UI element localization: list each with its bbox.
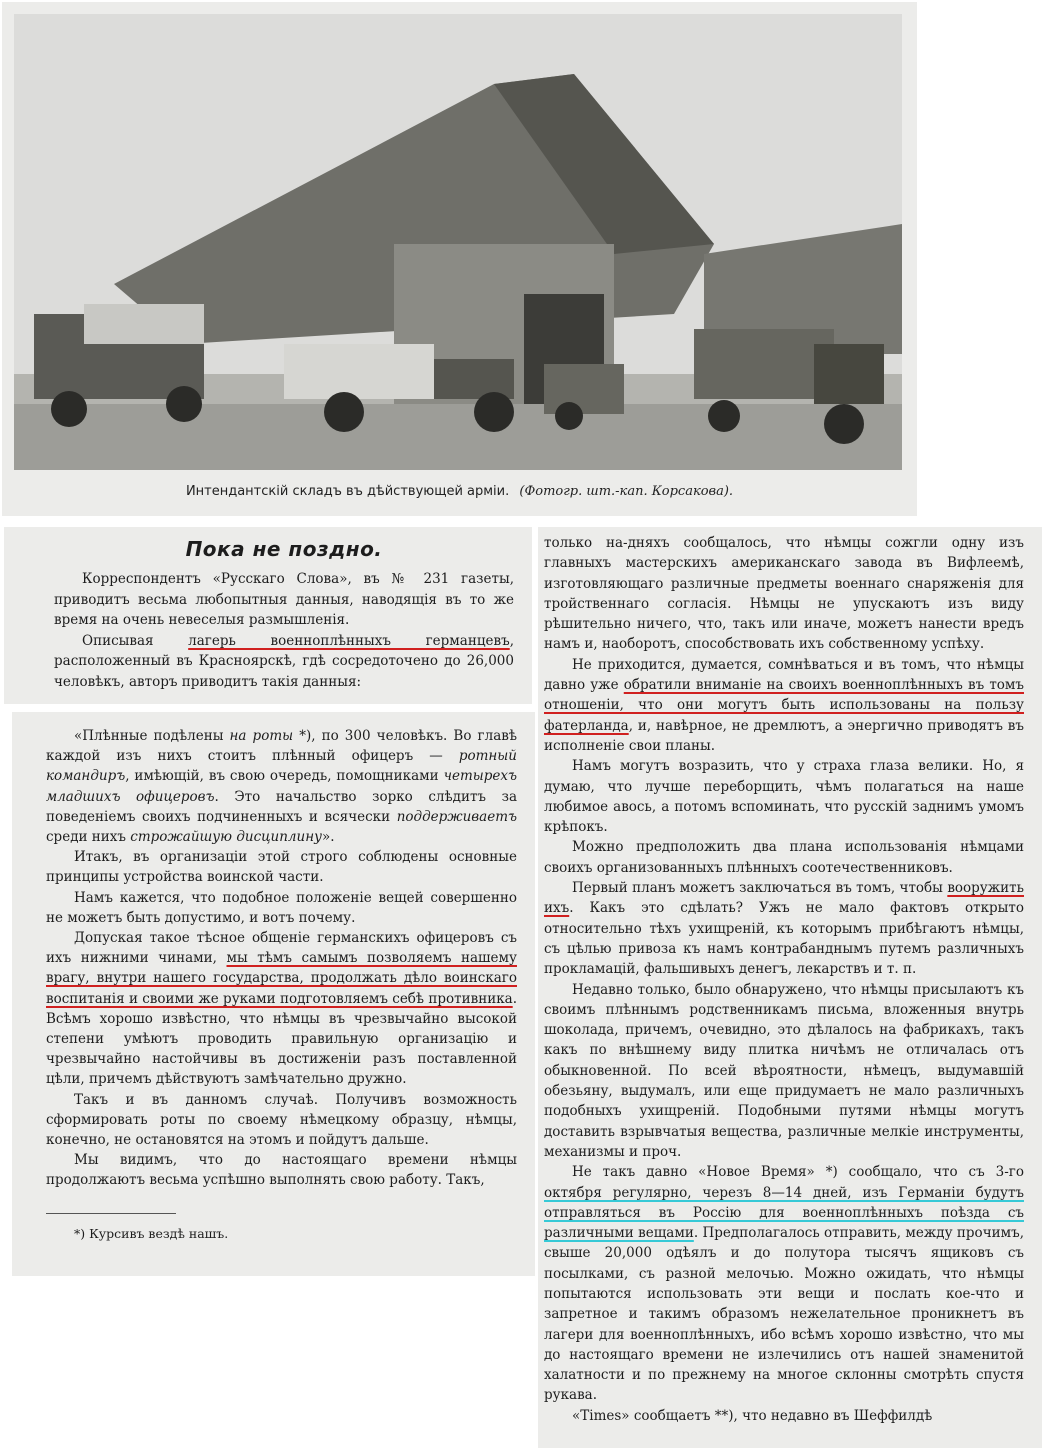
paragraph-continuation: только на-дняхъ сообщалось, что нѣмцы сожгли одну изъ главныхъ мастерскихъ американскаго завода въ Вифлеемѣ, изготовляющаго различные предметы военнаго снаряженія для тройственнаго согласія. Нѣмцы не упускаютъ изъ виду рѣшительно ничего, что, такъ или иначе, можетъ нанести вредъ намъ и, наоборотъ, способствовать ихъ собственному успѣху. xyxy=(544,535,1024,653)
article-right-column xyxy=(538,527,1042,1448)
paragraph-ne-prihoditsya: Не приходится, думается, сомнѣваться и въ томъ, что нѣмцы давно уже обратили вниманіе на своихъ военноплѣнныхъ въ томъ отношеніи, что они могутъ быть использованы на пользу фатерланда, и, навѣрное, не дремлютъ, а энергично приводятъ въ исполненіе свои планы. xyxy=(544,656,1024,754)
photo-caption xyxy=(2,484,917,499)
paragraph-tak: Такъ и въ данномъ случаѣ. Получивъ возможность сформировать роты по своему нѣмецкому образцу, нѣмцы, конечно, не остановятся на этомъ и пойдутъ дальше. xyxy=(46,1091,517,1149)
article-left-column xyxy=(12,712,535,1276)
intro-paragraph-1: Корреспондентъ «Русскаго Слова», въ № 231 газеты, приводитъ весьма любопытныя данныя, наводящія въ то же время на очень невеселыя размышленія. xyxy=(54,571,514,629)
footnote-divider xyxy=(46,1213,176,1214)
caption-credit: (Фотогр. шт.-кап. Корсакова). xyxy=(519,484,734,499)
paragraph-mozhno: Можно предположить два плана использованія нѣмцами своихъ организованныхъ плѣнныхъ соотечественниковъ. xyxy=(544,839,1024,876)
photo-panel xyxy=(2,2,917,516)
article-title: Пока не поздно. xyxy=(185,537,383,561)
red-underline-highlight: обратили вниманіе на своихъ военноплѣнныхъ въ томъ отношеніи, что они могутъ быть использованы на пользу фатерланда xyxy=(544,677,1024,734)
red-underline-highlight: вооружить ихъ xyxy=(544,880,1024,917)
article-intro-panel xyxy=(4,527,532,704)
intro-paragraph-2: Описывая лагерь военноплѣнныхъ германцевъ, расположенный въ Красноярскѣ, гдѣ сосредоточено до 26,000 человѣкъ, авторъ приводитъ такія данныя: xyxy=(54,632,515,690)
paragraph-times: «Times» сообщаетъ **), что недавно въ Шеффилдѣ xyxy=(572,1407,933,1424)
photo-illustration xyxy=(14,14,902,470)
paragraph-dopuskaya: Допуская такое тѣсное общеніе германскихъ офицеровъ съ ихъ нижними чинами, мы тѣмъ самымъ позволяемъ нашему врагу, внутри нашего государства, продолжать дѣло воинскаго воспитанія и своими же руками подготовляемъ себѣ противника. Всѣмъ хорошо извѣстно, что нѣмцы въ чрезвычайно высокой степени умѣютъ проводить правильную организацію и чрезвычайно настойчивы въ достиженіи разъ поставленной цѣли, причемъ дѣйствуютъ замѣчательно дружно. xyxy=(46,930,517,1088)
paragraph-my-vidim: Мы видимъ, что до настоящаго времени нѣмцы продолжаютъ весьма успѣшно выполнять свою работу. Такъ, xyxy=(46,1152,517,1189)
warehouse-photo xyxy=(14,14,902,470)
footnote: *) Курсивъ вездѣ нашъ. xyxy=(74,1225,229,1241)
paragraph-nedavno: Недавно только, было обнаружено, что нѣмцы присылаютъ къ своимъ плѣннымъ родственникамъ письма, вложенныя внутрь шоколада, причемъ, очевидно, это дѣлалось на фабрикахъ, такъ какъ по внѣшнему виду плитка ничѣмъ не отличалась отъ обыкновенной. По всей вѣроятности, нѣмецъ, выдумавшій обезьяну, выдумалъ, или еще придумаетъ не мало различныхъ подобныхъ ухищреній. Подобными путями нѣмцы могутъ доставить взрывчатыя вещества, различные мелкіе инструменты, механизмы и проч. xyxy=(544,981,1024,1160)
paragraph-perviy-plan: Первый планъ можетъ заключаться въ томъ, чтобы вооружить ихъ. Какъ это сдѣлать? Ужъ не мало фактовъ открыто относительно тѣхъ ухищреній, къ которымъ прибѣгаютъ нѣмцы, съ цѣлью привоза къ намъ контрабанднымъ путемъ различныхъ прокламацій, фальшивыхъ денегъ, лекарствъ и т. п. xyxy=(544,880,1024,978)
red-underline-highlight: мы тѣмъ самымъ позволяемъ нашему врагу, внутри нашего государства, продолжать дѣло воинскаго воспитанія и своими же руками подготовляемъ себѣ противника xyxy=(46,950,517,1007)
blue-underline-highlight: октября регулярно, черезъ 8—14 дней, изъ Германіи будутъ отправляться въ Россію для военноплѣнныхъ поѣзда съ различными вещами xyxy=(544,1184,1024,1242)
caption-main: Интендантскій складъ въ дѣйствующей арміи. xyxy=(185,484,510,499)
paragraph-itak: Итакъ, въ организаціи этой строго соблюдены основные принципы устройства воинской части. xyxy=(46,849,517,886)
paragraph-nam: Намъ кажется, что подобное положеніе вещей совершенно не можетъ быть допустимо, и вотъ почему. xyxy=(46,889,517,926)
red-underline-highlight: лагерь военноплѣнныхъ германцевъ xyxy=(188,632,510,649)
paragraph-nam-mogut: Намъ могутъ возразить, что у страха глаза велики. Но, я думаю, что лучше переборщить, чѣмъ полагаться на наше любимое авось, а потомъ вспоминать, что русскій заднимъ умомъ крѣпокъ. xyxy=(544,758,1024,836)
paragraph-ne-tak-davno: Не такъ давно «Новое Время» *) сообщало, что съ 3-го октября регулярно, черезъ 8—14 дней, изъ Германіи будутъ отправляться въ Россію для военноплѣнныхъ поѣзда съ различными вещами. Предполагалось отправить, между прочимъ, свыше 20,000 одѣялъ и до полутора тысячъ ящиковъ съ посылками, съ разной мелочью. Можно ожидать, что нѣмцы попытаются использовать эти вещи и послать кое-что и запретное и такимъ образомъ нежелательное проникнетъ въ лагери для военноплѣнныхъ, ибо всѣмъ хорошо извѣстно, что мы до настоящаго времени не излечились отъ нашей знаменитой халатности и по прежнему на многое склонны смотрѣть спустя рукава. xyxy=(544,1164,1024,1404)
quote-paragraph: «Плѣнные подѣлены на роты *), по 300 человѣкъ. Во главѣ каждой изъ нихъ стоитъ плѣнный офицеръ — ротный командиръ, имѣющій, въ свою очередь, помощниками четырехъ младшихъ офицеровъ. Это начальство зорко слѣдитъ за поведеніемъ своихъ подчиненныхъ и всячески поддерживаетъ среди нихъ строжайшую дисциплину». xyxy=(46,728,517,846)
